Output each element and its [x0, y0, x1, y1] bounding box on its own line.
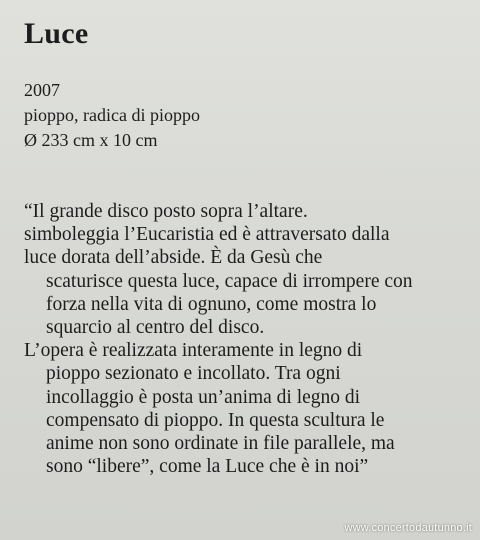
description-line: anime non sono ordinate in file parallele, ma	[46, 433, 395, 455]
description-line: squarcio al centro del disco.	[46, 317, 265, 339]
description-line: “Il grande disco posto sopra l’altare.	[24, 201, 308, 222]
description-line: forza nella vita di ognuno, come mostra lo	[46, 293, 377, 315]
website-watermark: www.concertodautunno.it	[344, 522, 472, 534]
artwork-description	[24, 200, 464, 478]
description-line: incollaggio è posta un’anima di legno di	[46, 386, 361, 408]
artwork-details	[24, 78, 200, 153]
description-line: pioppo sezionato e incollato. Tra ogni	[46, 363, 341, 385]
description-line: sono “libere”, come la Luce che è in noi”	[46, 456, 369, 478]
artwork-material: pioppo, radica di pioppo	[24, 105, 200, 125]
description-line: scaturisce questa luce, capace di irrompere con	[46, 270, 413, 292]
description-line: luce dorata dell’abside. È da Gesù che	[24, 247, 323, 269]
artwork-year: 2007	[24, 80, 60, 100]
description-line: simboleggia l’Eucaristia ed è attraversato dalla	[24, 224, 390, 246]
description-line: compensato di pioppo. In questa scultura le	[46, 409, 385, 431]
artwork-title: Luce	[24, 17, 89, 50]
artwork-dimensions: Ø 233 cm x 10 cm	[24, 130, 158, 150]
description-line: L’opera è realizzata interamente in legno di	[24, 340, 363, 362]
